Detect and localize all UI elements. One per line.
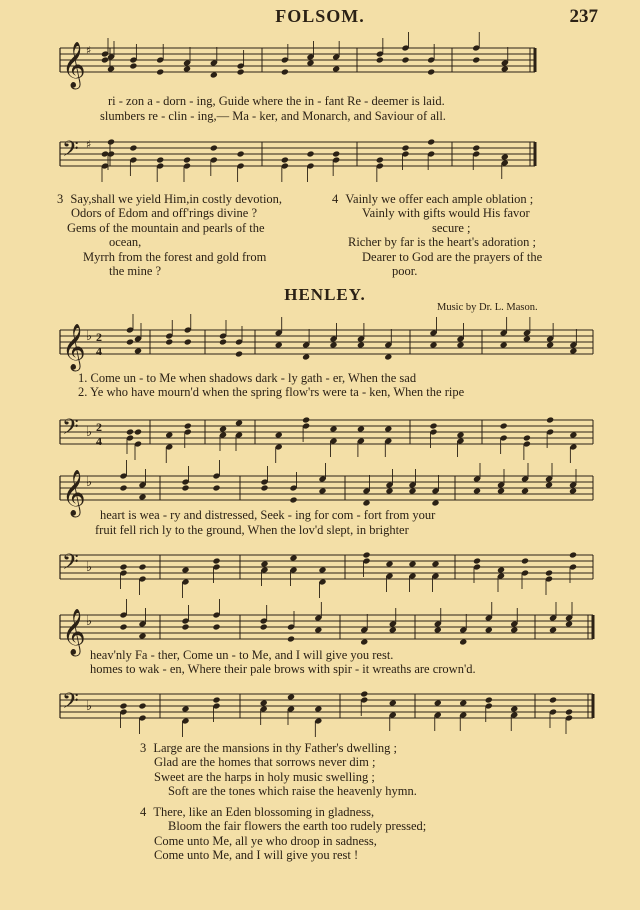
note-head	[287, 693, 295, 700]
note-head	[181, 623, 189, 630]
henley-verse-3: 3 Large are the mansions in thy Father's dwelling ; Glad are the homes that sorrows never dim ; Sweet are the harps in holy music swelling ; Soft are the tones which raise the heavenly hymn.	[140, 741, 417, 799]
note-head	[119, 484, 127, 491]
treble-clef-icon: 𝄞	[62, 470, 86, 516]
flat-icon: ♭	[86, 614, 93, 629]
note-head	[183, 65, 191, 72]
note-head	[500, 341, 508, 348]
note-head	[183, 156, 191, 163]
note-head	[181, 566, 189, 573]
treble-clef-icon: 𝄞	[62, 609, 86, 655]
henley-system-2-bass-staff	[0, 545, 640, 605]
note-head	[260, 699, 268, 706]
note-head	[472, 56, 480, 63]
note-head	[138, 702, 146, 709]
note-head	[260, 484, 268, 491]
note-head	[237, 150, 245, 157]
note-head	[237, 68, 245, 75]
treble-clef-icon: 𝄞	[62, 324, 86, 370]
note-head	[523, 335, 531, 342]
henley-title: HENLEY.	[284, 285, 366, 304]
note-head	[107, 65, 115, 72]
note-head	[181, 484, 189, 491]
note-head	[485, 626, 493, 633]
note-head	[289, 554, 297, 561]
note-head	[546, 416, 554, 423]
note-head	[219, 425, 227, 432]
note-head	[235, 350, 243, 357]
note-head	[314, 705, 322, 712]
sharp-icon: ♯	[86, 138, 92, 151]
note-head	[384, 353, 392, 360]
note-head	[318, 566, 326, 573]
note-head	[521, 557, 529, 564]
time-sig-top: 2	[96, 330, 102, 344]
note-head	[549, 626, 557, 633]
henley-system-1-lyric-1: 1. Come un - to Me when shadows dark - ly gath - er, When the sad	[78, 371, 417, 385]
note-head	[497, 566, 505, 573]
note-head	[129, 144, 137, 151]
note-head	[119, 563, 127, 570]
note-head	[126, 338, 134, 345]
note-head	[357, 341, 365, 348]
henley-system-2-lyric-1: heart is wea - ry and distressed, Seek - ing for com - fort from your	[100, 508, 436, 522]
note-head	[181, 705, 189, 712]
note-head	[376, 156, 384, 163]
note-head	[184, 338, 192, 345]
note-head	[546, 341, 554, 348]
note-head	[360, 638, 368, 645]
note-head	[472, 144, 480, 151]
note-head	[431, 499, 439, 506]
note-head	[212, 623, 220, 630]
note-head	[281, 68, 289, 75]
note-head	[569, 487, 577, 494]
note-head	[362, 551, 370, 558]
note-head	[138, 563, 146, 570]
sharp-icon: ♯	[86, 44, 92, 57]
note-head	[184, 422, 192, 429]
note-head	[459, 699, 467, 706]
treble-clef-icon: 𝄞	[62, 42, 86, 88]
note-head	[362, 499, 370, 506]
note-head	[302, 416, 310, 423]
flat-icon: ♭	[86, 560, 93, 575]
note-head	[569, 431, 577, 438]
folsom-treble-staff	[0, 38, 640, 98]
note-head	[235, 419, 243, 426]
note-head	[501, 65, 509, 72]
note-head	[501, 153, 509, 160]
note-head	[401, 144, 409, 151]
verse-number: 3	[57, 192, 64, 206]
note-head	[210, 144, 218, 151]
note-head	[549, 696, 557, 703]
note-head	[219, 338, 227, 345]
note-head	[275, 341, 283, 348]
note-head	[434, 699, 442, 706]
note-head	[212, 484, 220, 491]
henley-system-1-bass-staff	[0, 410, 640, 470]
bass-clef-icon: 𝄢	[62, 550, 79, 580]
note-head	[318, 487, 326, 494]
note-head	[427, 68, 435, 75]
folsom-title: FOLSOM.	[275, 6, 365, 26]
note-head	[473, 487, 481, 494]
flat-icon: ♭	[86, 329, 93, 344]
note-head	[376, 56, 384, 63]
note-head	[287, 635, 295, 642]
note-head	[523, 434, 531, 441]
note-head	[119, 623, 127, 630]
henley-system-1-lyric-2: 2. Ye who have mourn'd when the spring flow'rs were ta - ken, When the ripe	[78, 385, 465, 399]
note-head	[212, 557, 220, 564]
note-head	[456, 341, 464, 348]
note-head	[306, 59, 314, 66]
note-head	[165, 338, 173, 345]
note-head	[500, 422, 508, 429]
note-head	[129, 62, 137, 69]
note-head	[485, 696, 493, 703]
folsom-lyric-line-1: ri - zon a - dorn - ing, Guide where the in - fant Re - deemer is laid.	[108, 94, 445, 108]
note-head	[401, 56, 409, 63]
note-head	[431, 560, 439, 567]
note-head	[314, 626, 322, 633]
note-head	[429, 341, 437, 348]
note-head	[408, 487, 416, 494]
verse-number: 3	[140, 741, 147, 755]
note-head	[306, 150, 314, 157]
bass-clef-icon: 𝄢	[62, 689, 79, 719]
note-head	[134, 428, 142, 435]
music-credit: Music by Dr. L. Mason.	[437, 302, 538, 313]
note-head	[456, 431, 464, 438]
flat-icon: ♭	[86, 425, 93, 440]
note-head	[210, 71, 218, 78]
note-head	[107, 138, 115, 145]
henley-system-3-lyric-1: heav'nly Fa - ther, Come un - to Me, and I will give you rest.	[90, 648, 394, 662]
note-head	[389, 626, 397, 633]
note-head	[156, 68, 164, 75]
note-head	[289, 496, 297, 503]
time-sig-top: 2	[96, 420, 102, 434]
note-head	[497, 487, 505, 494]
note-head	[329, 425, 337, 432]
note-head	[360, 690, 368, 697]
note-head	[357, 425, 365, 432]
note-head	[275, 431, 283, 438]
note-head	[565, 620, 573, 627]
bass-clef-icon: 𝄢	[62, 137, 79, 167]
note-head	[545, 481, 553, 488]
note-head	[385, 487, 393, 494]
flat-icon: ♭	[86, 699, 93, 714]
folsom-lyric-line-2: slumbers re - clin - ing,— Ma - ker, and Monarch, and Saviour of all.	[100, 109, 446, 123]
flat-icon: ♭	[86, 475, 93, 490]
note-head	[408, 560, 416, 567]
note-head	[119, 702, 127, 709]
folsom-bass-staff	[0, 132, 640, 192]
note-head	[138, 493, 146, 500]
folsom-verse-3: 3 Say,shall we yield Him,in costly devotion, Odors of Edom and off'rings divine ? Gems of the mountain and pearls of the ocean, Myrrh from the forest and gold from the mine ?	[57, 192, 283, 279]
time-sig-bottom: 4	[96, 434, 102, 448]
note-head	[429, 422, 437, 429]
note-head	[260, 623, 268, 630]
note-head	[212, 696, 220, 703]
note-head	[302, 353, 310, 360]
verse-number: 4	[332, 192, 339, 206]
note-head	[569, 551, 577, 558]
page-number: 237	[569, 6, 598, 27]
note-head	[521, 487, 529, 494]
note-head	[459, 638, 467, 645]
henley-system-3-lyric-2: homes to wak - en, Where their pale brows with spir - it wreaths are crown'd.	[90, 662, 476, 676]
note-head	[569, 347, 577, 354]
note-head	[126, 428, 134, 435]
note-head	[332, 150, 340, 157]
note-head	[332, 65, 340, 72]
henley-verse-4: 4 There, like an Eden blossoming in gladness, Bloom the fair flowers the earth too rudely pressed; Come unto Me, all ye who droop in sadness, Come unto Me, and I will give you rest !	[140, 805, 427, 863]
note-head	[545, 569, 553, 576]
note-head	[138, 632, 146, 639]
henley-system-2-lyric-2: fruit fell rich ly to the ground, When the lov'd slept, in brighter	[95, 523, 409, 537]
note-head	[384, 425, 392, 432]
note-head	[510, 705, 518, 712]
note-head	[565, 708, 573, 715]
note-head	[385, 560, 393, 567]
note-head	[434, 626, 442, 633]
note-head	[427, 138, 435, 145]
henley-system-3-bass-staff	[0, 684, 640, 744]
note-head	[473, 557, 481, 564]
bass-clef-icon: 𝄢	[62, 415, 79, 445]
note-head	[389, 699, 397, 706]
verse-number: 4	[140, 805, 147, 819]
folsom-verse-4: 4 Vainly we offer each ample oblation ; Vainly with gifts would His favor secure ; Richer by far is the heart's adoration ; Dearer to God are the prayers of the poor.	[332, 192, 543, 279]
time-sig-bottom: 4	[96, 344, 102, 358]
note-head	[260, 560, 268, 567]
note-head	[281, 156, 289, 163]
note-head	[329, 341, 337, 348]
note-head	[165, 431, 173, 438]
note-head	[510, 626, 518, 633]
note-head	[134, 347, 142, 354]
note-head	[156, 156, 164, 163]
